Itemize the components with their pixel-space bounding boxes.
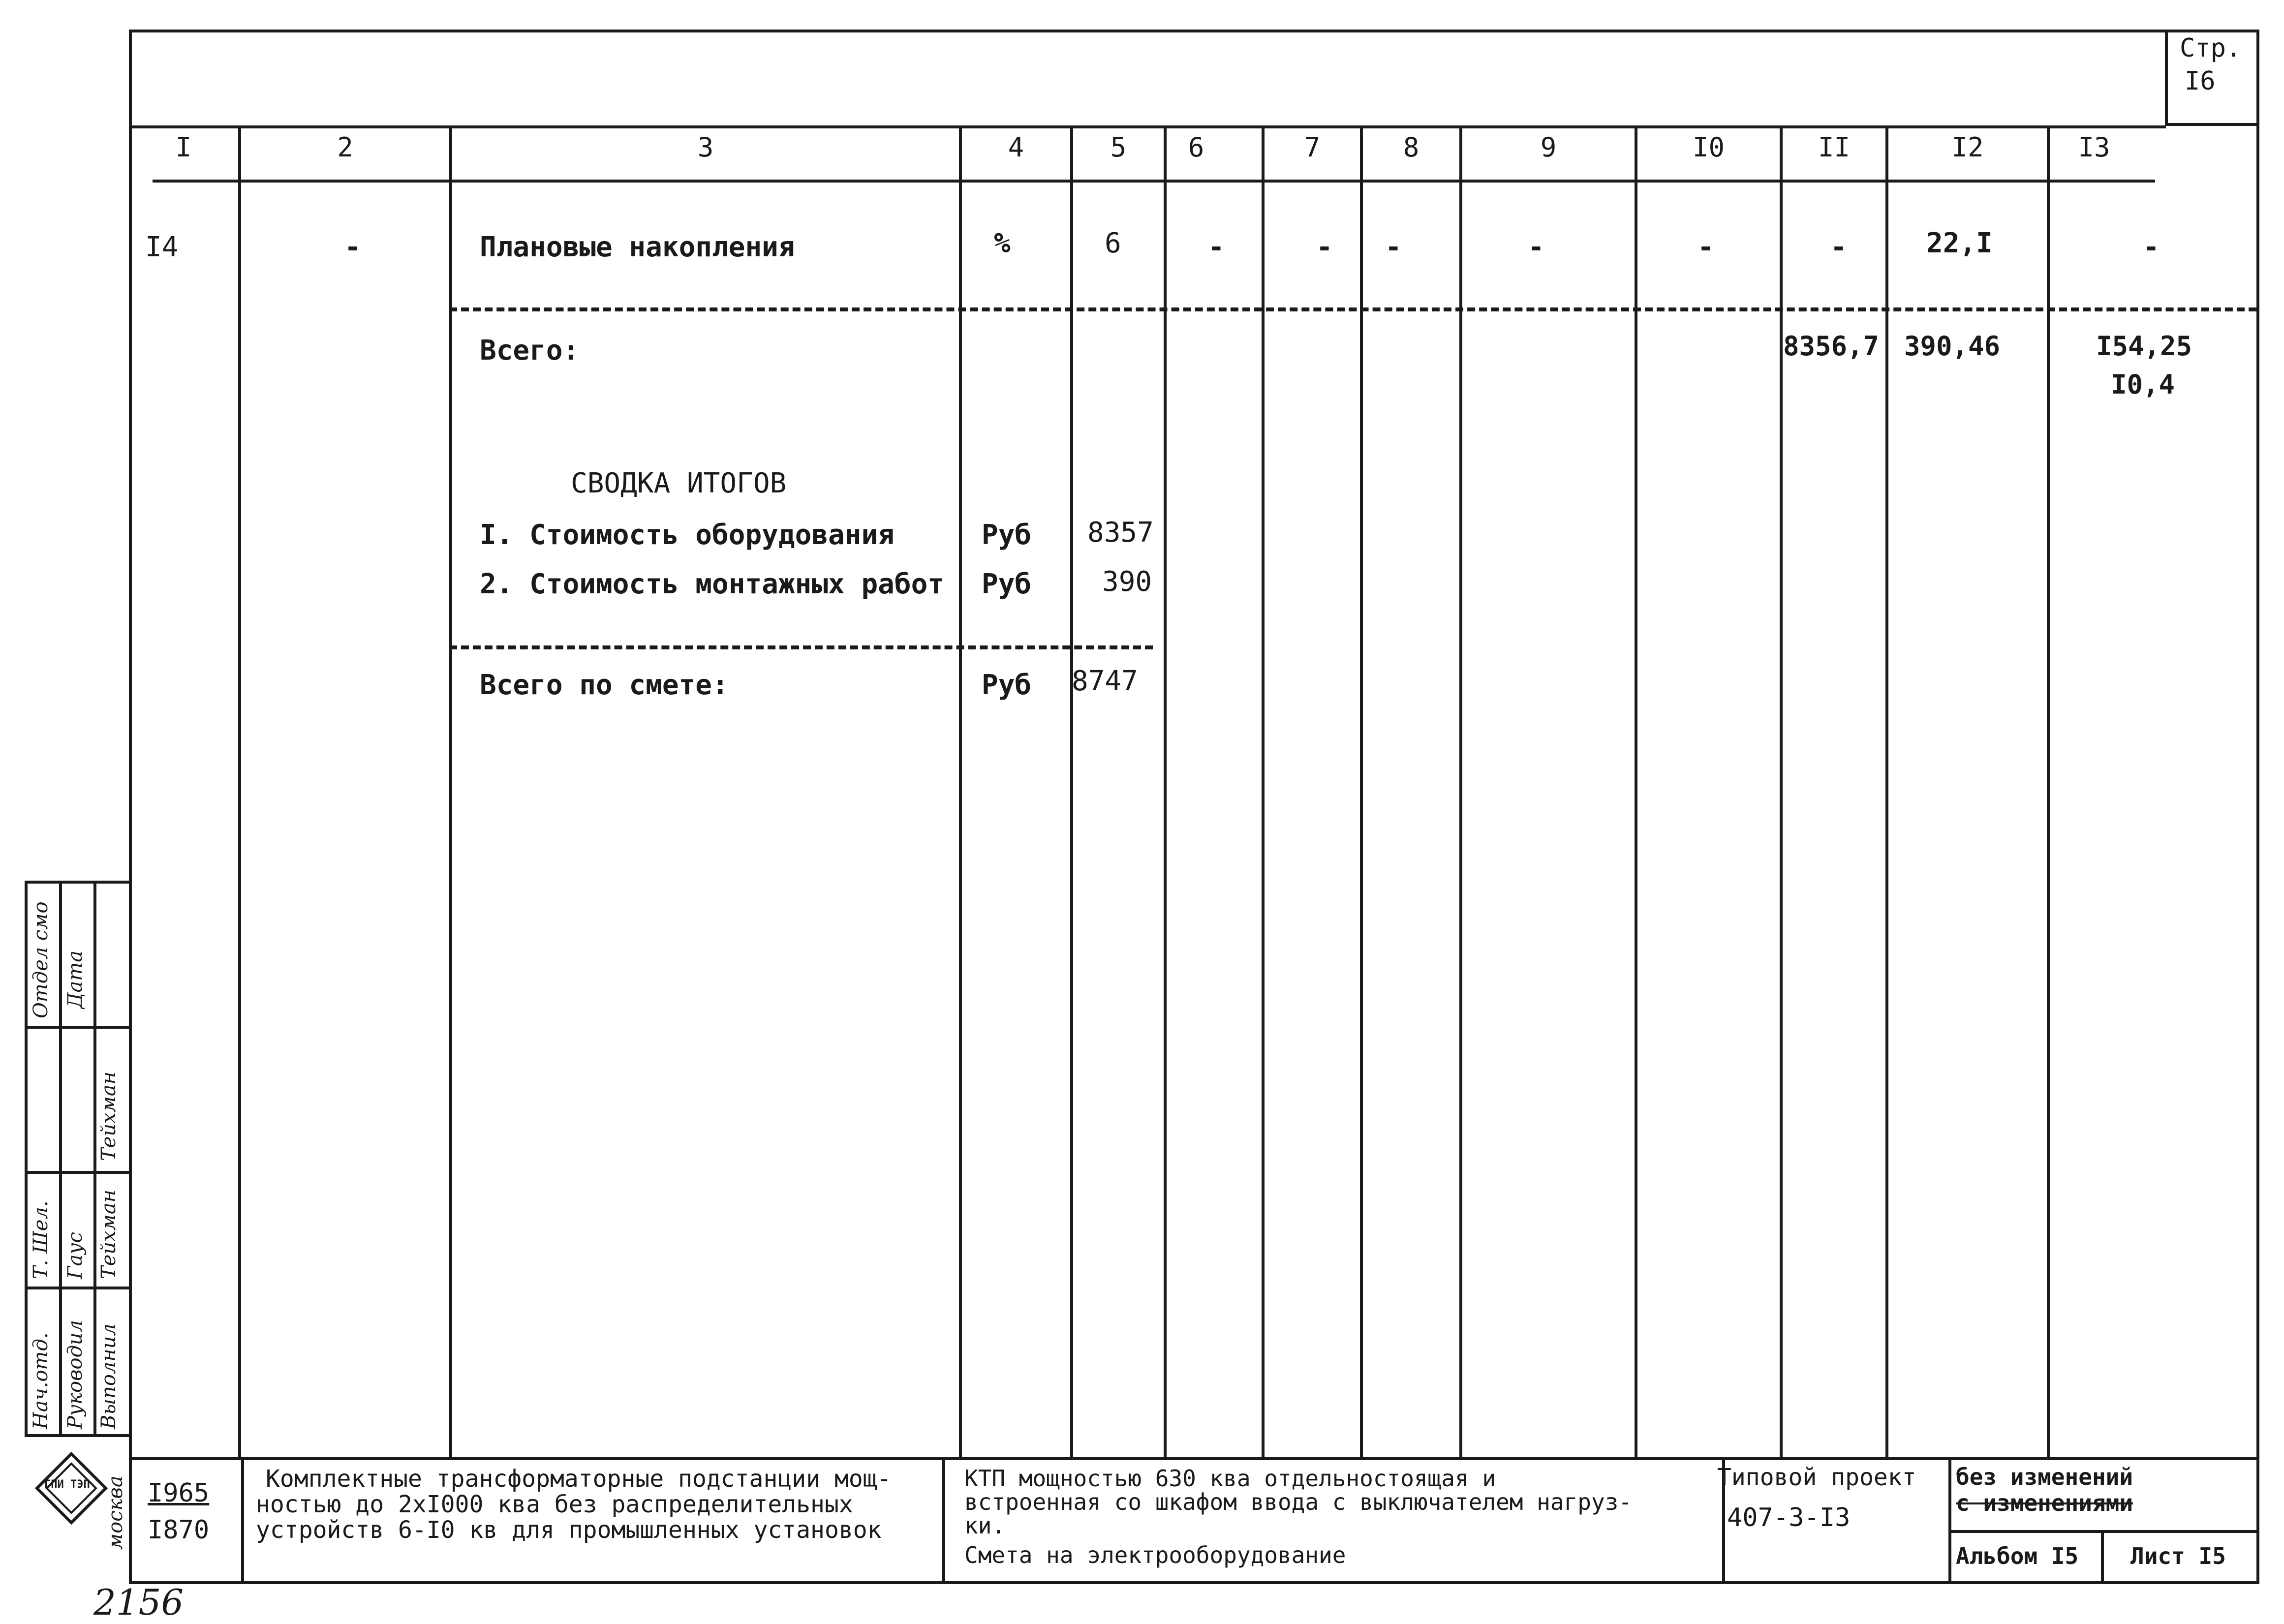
row14-col3: Плановые накопления — [480, 231, 795, 263]
row14-col10: - — [1698, 231, 1714, 263]
summary-item-1-unit: Руб — [982, 519, 1032, 551]
project-number: 407-3-I3 — [1727, 1503, 1851, 1532]
total-label: Всего: — [480, 335, 580, 367]
total-col11: 8356,7 — [1783, 331, 1880, 362]
summary-item-2-value: 390 — [1102, 566, 1152, 598]
year-2: I870 — [148, 1515, 210, 1545]
total-col13-line1: I54,25 — [2096, 331, 2192, 362]
row14-col4: % — [994, 227, 1011, 259]
summary-item-1-value: 8357 — [1087, 517, 1154, 549]
col-header-6: 6 — [1188, 132, 1204, 163]
row14-col6: - — [1208, 231, 1225, 263]
col-header-4: 4 — [1008, 132, 1024, 163]
subject-line-4: Смета на электрооборудование — [964, 1542, 1346, 1568]
row14-col8: - — [1385, 231, 1402, 263]
role-supervisor: Руководил — [64, 1319, 87, 1429]
signature-supervisor: Гаус — [64, 1232, 87, 1279]
row14-col11: - — [1830, 231, 1847, 263]
row14-dashed-separator — [449, 307, 2256, 311]
col-header-13: I3 — [2078, 132, 2110, 163]
row14-col13: - — [2143, 231, 2160, 263]
row14-col7: - — [1316, 231, 1333, 263]
description-line-3: устройств 6-I0 кв для промышленных установок — [256, 1516, 882, 1544]
date-label: Дата — [64, 950, 87, 1009]
description-line-1: Комплектные трансформаторные подстанции мощ- — [266, 1465, 892, 1493]
subject-line-2: встроенная со шкафом ввода с выключателем нагруз- — [964, 1489, 1633, 1515]
col-header-5: 5 — [1110, 132, 1127, 163]
row14-col12: 22,I — [1926, 227, 1993, 259]
change-status-2: с изменениями — [1956, 1490, 2133, 1516]
summary-dashed-separator — [449, 645, 1153, 649]
summary-item-2-unit: Руб — [982, 568, 1032, 600]
header-top-line — [129, 125, 2166, 128]
change-status-1: без изменений — [1956, 1464, 2133, 1490]
subject-line-3: ки. — [964, 1512, 1006, 1539]
description-line-2: ностью до 2хI000 ква без распределительных — [256, 1491, 853, 1518]
col-header-12: I2 — [1951, 132, 1984, 163]
header-bottom-line — [153, 180, 2155, 183]
col-header-11: II — [1818, 132, 1851, 163]
footer-handwritten-number: 2156 — [93, 1582, 184, 1623]
row14-col9: - — [1528, 231, 1544, 263]
total-col13-line2: I0,4 — [2111, 369, 2175, 400]
project-label: Типовой проект — [1717, 1464, 1916, 1491]
album-number: Альбом I5 — [1956, 1543, 2079, 1569]
grand-total-label: Всего по смете: — [480, 669, 729, 701]
grand-total-value: 8747 — [1072, 665, 1138, 697]
col-header-9: 9 — [1540, 132, 1557, 163]
sheet-number: Лист I5 — [2130, 1543, 2226, 1569]
row14-col2: - — [344, 231, 361, 263]
row14-col1: I4 — [145, 231, 179, 263]
signature-date: Тейхман — [97, 1071, 120, 1161]
summary-item-2-label: 2. Стоимость монтажных работ — [480, 568, 945, 600]
grand-total-unit: Руб — [982, 669, 1032, 701]
row14-col5: 6 — [1105, 227, 1121, 259]
col-header-1: I — [175, 132, 192, 163]
col-header-8: 8 — [1403, 132, 1420, 163]
page-number: I6 — [2185, 66, 2216, 96]
page-label: Стр. — [2180, 33, 2242, 63]
year-1: I965 — [148, 1478, 210, 1508]
city-label: москва — [104, 1475, 127, 1550]
department-label: Отдел смо — [30, 901, 52, 1018]
summary-title: СВОДКА ИТОГОВ — [571, 467, 787, 499]
logo-org-text: ГПИ ТЭП — [44, 1478, 90, 1491]
col-header-7: 7 — [1304, 132, 1321, 163]
signature-head: Т. Шел. — [30, 1200, 52, 1279]
signature-executor: Тейхман — [97, 1189, 120, 1279]
col-header-3: 3 — [697, 132, 714, 163]
col-header-10: I0 — [1692, 132, 1725, 163]
col-header-2: 2 — [337, 132, 353, 163]
subject-line-1: КТП мощностью 630 ква отдельностоящая и — [964, 1465, 1496, 1492]
role-head: Нач.отд. — [30, 1332, 52, 1429]
total-col12: 390,46 — [1904, 331, 2001, 362]
summary-item-1-label: I. Стоимость оборудования — [480, 519, 895, 551]
role-executor: Выполнил — [97, 1323, 120, 1429]
